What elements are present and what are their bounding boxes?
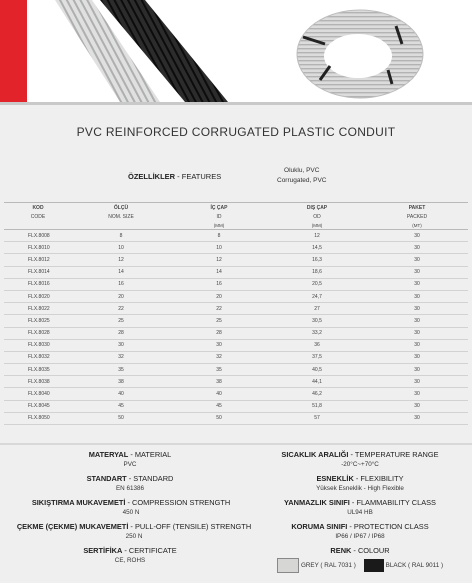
table-row xyxy=(4,400,468,412)
table-cell: FLX.8014 xyxy=(4,266,72,278)
table-cell: 30 xyxy=(366,290,468,302)
prop-certificate-tr: SERTİFİKA xyxy=(83,546,123,555)
unit-cell: (MM) xyxy=(170,221,268,230)
prop-standard-value: EN 61386 xyxy=(115,485,144,492)
table-cell: 40 xyxy=(170,388,268,400)
prop-flammability: YANMAZLIK SINIFI - FLAMMABILITY CLASS UL94 HB xyxy=(262,498,458,518)
prop-standard: STANDART - STANDARD EN 61386 xyxy=(40,474,220,494)
prop-temperature-en: TEMPERATURE RANGE xyxy=(354,450,439,459)
table-cell: 38 xyxy=(72,376,170,388)
unit-cell: (MM) xyxy=(268,221,366,230)
features-label-tr: ÖZELLİKLER xyxy=(128,172,176,181)
prop-material: MATERYAL - MATERIAL PVC xyxy=(40,450,220,470)
prop-compression-tr: SIKIŞTIRMA MUKAVEMETİ xyxy=(31,498,126,507)
unit-cell: (MT) xyxy=(366,221,468,230)
unit-cell xyxy=(72,221,170,230)
unit-cell xyxy=(4,221,72,230)
prop-colour: RENK - COLOUR GREY ( RAL 7031 ) BLACK ( RAL 9011 ) xyxy=(250,546,470,573)
prop-pulloff-en: PULL-OFF (TENSILE) STRENGTH xyxy=(134,522,252,531)
table-cell: FLX.8038 xyxy=(4,376,72,388)
col-packed-subheader: PACKED xyxy=(406,214,428,220)
table-cell: 25 xyxy=(72,315,170,327)
col-od-subheader: OD xyxy=(313,214,321,220)
table-cell: 36 xyxy=(268,339,366,351)
table-cell: 30 xyxy=(170,339,268,351)
prop-pulloff: ÇEKME (ÇEKME) MUKAVEMETİ - PULL-OFF (TENSILE) STRENGTH 250 N xyxy=(0,522,268,542)
table-row xyxy=(4,327,468,339)
black-swatch xyxy=(364,559,384,572)
table-cell: 28 xyxy=(72,327,170,339)
table-row xyxy=(4,364,468,376)
table-cell: 18,6 xyxy=(268,266,366,278)
table-cell: 27 xyxy=(268,303,366,315)
table-cell: 12 xyxy=(72,254,170,266)
table-cell: 20 xyxy=(170,290,268,302)
table-cell: FLX.8016 xyxy=(4,278,72,290)
prop-flexibility: ESNEKLİK - FLEXIBILITY Yüksek Esneklik - High Flexible xyxy=(262,474,458,494)
table-subheader-row xyxy=(4,213,468,221)
table-cell: 30 xyxy=(366,278,468,290)
table-cell: 30 xyxy=(366,230,468,242)
table-cell: 30 xyxy=(366,351,468,363)
table-cell: 35 xyxy=(72,364,170,376)
table-cell: 35 xyxy=(170,364,268,376)
table-cell: 12 xyxy=(268,230,366,242)
col-id-header: İÇ ÇAP xyxy=(170,203,268,214)
table-cell: FLX.8040 xyxy=(4,388,72,400)
table-cell: 30 xyxy=(366,376,468,388)
table-cell: FLX.8045 xyxy=(4,400,72,412)
table-row xyxy=(4,290,468,302)
table-cell: FLX.8012 xyxy=(4,254,72,266)
prop-protection: KORUMA SINIFI - PROTECTION CLASS IP66 / IP67 / IP68 xyxy=(262,522,458,542)
table-cell: FLX.8022 xyxy=(4,303,72,315)
prop-flammability-en: FLAMMABILITY CLASS xyxy=(356,498,436,507)
table-cell: 14 xyxy=(72,266,170,278)
table-cell: 37,5 xyxy=(268,351,366,363)
prop-compression-en: COMPRESSION STRENGTH xyxy=(132,498,231,507)
table-cell: FLX.8030 xyxy=(4,339,72,351)
table-row xyxy=(4,388,468,400)
table-cell: 22 xyxy=(170,303,268,315)
prop-certificate-value: CE, ROHS xyxy=(114,557,146,564)
table-cell: 38 xyxy=(170,376,268,388)
conduit-product-illustration xyxy=(0,0,472,102)
col-size-header: ÖLÇÜ xyxy=(72,203,170,214)
table-cell: 30 xyxy=(366,303,468,315)
prop-protection-en: PROTECTION CLASS xyxy=(353,522,429,531)
col-id-subheader: ID xyxy=(216,214,222,220)
page-title: PVC REINFORCED CORRUGATED PLASTIC CONDUIT xyxy=(76,125,396,139)
table-cell: 44,1 xyxy=(268,376,366,388)
table-cell: 16,3 xyxy=(268,254,366,266)
table-row xyxy=(4,412,468,424)
table-cell: 30 xyxy=(72,339,170,351)
prop-flammability-value: UL94 HB xyxy=(347,509,373,516)
table-cell: FLX.8008 xyxy=(4,230,72,242)
prop-certificate-en: CERTIFICATE xyxy=(128,546,177,555)
grey-swatch-label: GREY ( RAL 7031 ) xyxy=(300,562,356,570)
table-row xyxy=(4,254,468,266)
table-cell: 30 xyxy=(366,412,468,424)
properties-divider xyxy=(0,443,472,445)
table-cell: 30 xyxy=(366,266,468,278)
table-row xyxy=(4,351,468,363)
prop-pulloff-tr: ÇEKME (ÇEKME) MUKAVEMETİ xyxy=(16,522,129,531)
table-cell: 32 xyxy=(170,351,268,363)
prop-material-en: MATERIAL xyxy=(134,450,172,459)
table-cell: 50 xyxy=(170,412,268,424)
table-cell: 10 xyxy=(170,242,268,254)
table-cell: 24,7 xyxy=(268,290,366,302)
table-cell: 40 xyxy=(72,388,170,400)
table-cell: 50 xyxy=(72,412,170,424)
prop-pulloff-value: 250 N xyxy=(125,533,143,540)
table-cell: 28 xyxy=(170,327,268,339)
table-cell: 14,5 xyxy=(268,242,366,254)
product-hero-image xyxy=(0,0,472,102)
table-cell: 16 xyxy=(170,278,268,290)
table-cell: 30 xyxy=(366,315,468,327)
table-cell: 30 xyxy=(366,254,468,266)
prop-compression: SIKIŞTIRMA MUKAVEMETİ - COMPRESSION STRENGTH 450 N xyxy=(0,498,262,518)
prop-standard-en: STANDARD xyxy=(133,474,174,483)
col-od-header: DIŞ ÇAP xyxy=(268,203,366,214)
table-cell: FLX.8028 xyxy=(4,327,72,339)
table-cell: 20,5 xyxy=(268,278,366,290)
prop-flexibility-value: Yüksek Esneklik - High Flexible xyxy=(316,485,404,492)
table-cell: FLX.8035 xyxy=(4,364,72,376)
table-cell: 12 xyxy=(170,254,268,266)
table-row xyxy=(4,339,468,351)
table-cell: 45 xyxy=(72,400,170,412)
features-values xyxy=(277,166,327,186)
prop-temperature-value: -20°C~+70°C xyxy=(341,461,379,468)
features-label: ÖZELLİKLER - FEATURES xyxy=(128,172,222,181)
table-cell: FLX.8025 xyxy=(4,315,72,327)
table-cell: 25 xyxy=(170,315,268,327)
dimensions-table xyxy=(4,202,468,425)
table-cell: 30 xyxy=(366,242,468,254)
prop-protection-value: IP66 / IP67 / IP68 xyxy=(335,533,385,540)
prop-flexibility-en: FLEXIBILITY xyxy=(360,474,404,483)
table-row xyxy=(4,303,468,315)
col-packed-header: PAKET xyxy=(366,203,468,214)
table-cell: 30,5 xyxy=(268,315,366,327)
table-cell: 51,8 xyxy=(268,400,366,412)
table-cell: 20 xyxy=(72,290,170,302)
table-cell: 30 xyxy=(366,364,468,376)
prop-colour-tr: RENK xyxy=(330,546,352,555)
prop-flammability-tr: YANMAZLIK SINIFI xyxy=(284,498,350,507)
prop-temperature-tr: SICAKLIK ARALIĞI xyxy=(281,450,349,459)
table-cell: FLX.8010 xyxy=(4,242,72,254)
colour-swatches xyxy=(250,558,470,573)
grey-swatch xyxy=(277,558,299,573)
table-cell: 10 xyxy=(72,242,170,254)
features-value-en: Corrugated, PVC xyxy=(277,177,327,184)
table-cell: 45 xyxy=(170,400,268,412)
table-cell: 8 xyxy=(170,230,268,242)
col-code-subheader: CODE xyxy=(30,214,46,220)
table-cell: 30 xyxy=(366,388,468,400)
table-cell: 30 xyxy=(366,327,468,339)
prop-protection-tr: KORUMA SINIFI xyxy=(291,522,348,531)
table-cell: 40,5 xyxy=(268,364,366,376)
table-cell: 22 xyxy=(72,303,170,315)
table-unit-row xyxy=(4,221,468,230)
table-cell: 30 xyxy=(366,400,468,412)
table-row xyxy=(4,242,468,254)
col-size-subheader: NOM. SIZE xyxy=(108,214,134,220)
table-cell: FLX.8020 xyxy=(4,290,72,302)
table-cell: 8 xyxy=(72,230,170,242)
table-row xyxy=(4,315,468,327)
features-label-en: FEATURES xyxy=(181,172,222,181)
features-value-tr: Oluklu, PVC xyxy=(284,167,320,174)
table-cell: 33,2 xyxy=(268,327,366,339)
prop-certificate: SERTİFİKA - CERTIFICATE CE, ROHS xyxy=(40,546,220,566)
prop-colour-en: COLOUR xyxy=(357,546,390,555)
prop-flexibility-tr: ESNEKLİK xyxy=(316,474,354,483)
table-cell: FLX.8032 xyxy=(4,351,72,363)
table-row xyxy=(4,266,468,278)
table-row xyxy=(4,278,468,290)
prop-material-tr: MATERYAL xyxy=(88,450,129,459)
prop-material-value: PVC xyxy=(123,461,137,468)
black-swatch-label: BLACK ( RAL 9011 ) xyxy=(385,562,444,570)
table-header-row xyxy=(4,203,468,214)
table-cell: 32 xyxy=(72,351,170,363)
table-cell: 46,2 xyxy=(268,388,366,400)
col-code-header: KOD xyxy=(4,203,72,214)
table-cell: 30 xyxy=(366,339,468,351)
prop-standard-tr: STANDART xyxy=(86,474,127,483)
prop-temperature: SICAKLIK ARALIĞI - TEMPERATURE RANGE -20°C~+70°C xyxy=(262,450,458,470)
table-cell: 14 xyxy=(170,266,268,278)
table-cell: 16 xyxy=(72,278,170,290)
table-cell: 57 xyxy=(268,412,366,424)
table-row xyxy=(4,376,468,388)
table-cell: FLX.8050 xyxy=(4,412,72,424)
table-row xyxy=(4,230,468,242)
prop-compression-value: 450 N xyxy=(122,509,140,516)
